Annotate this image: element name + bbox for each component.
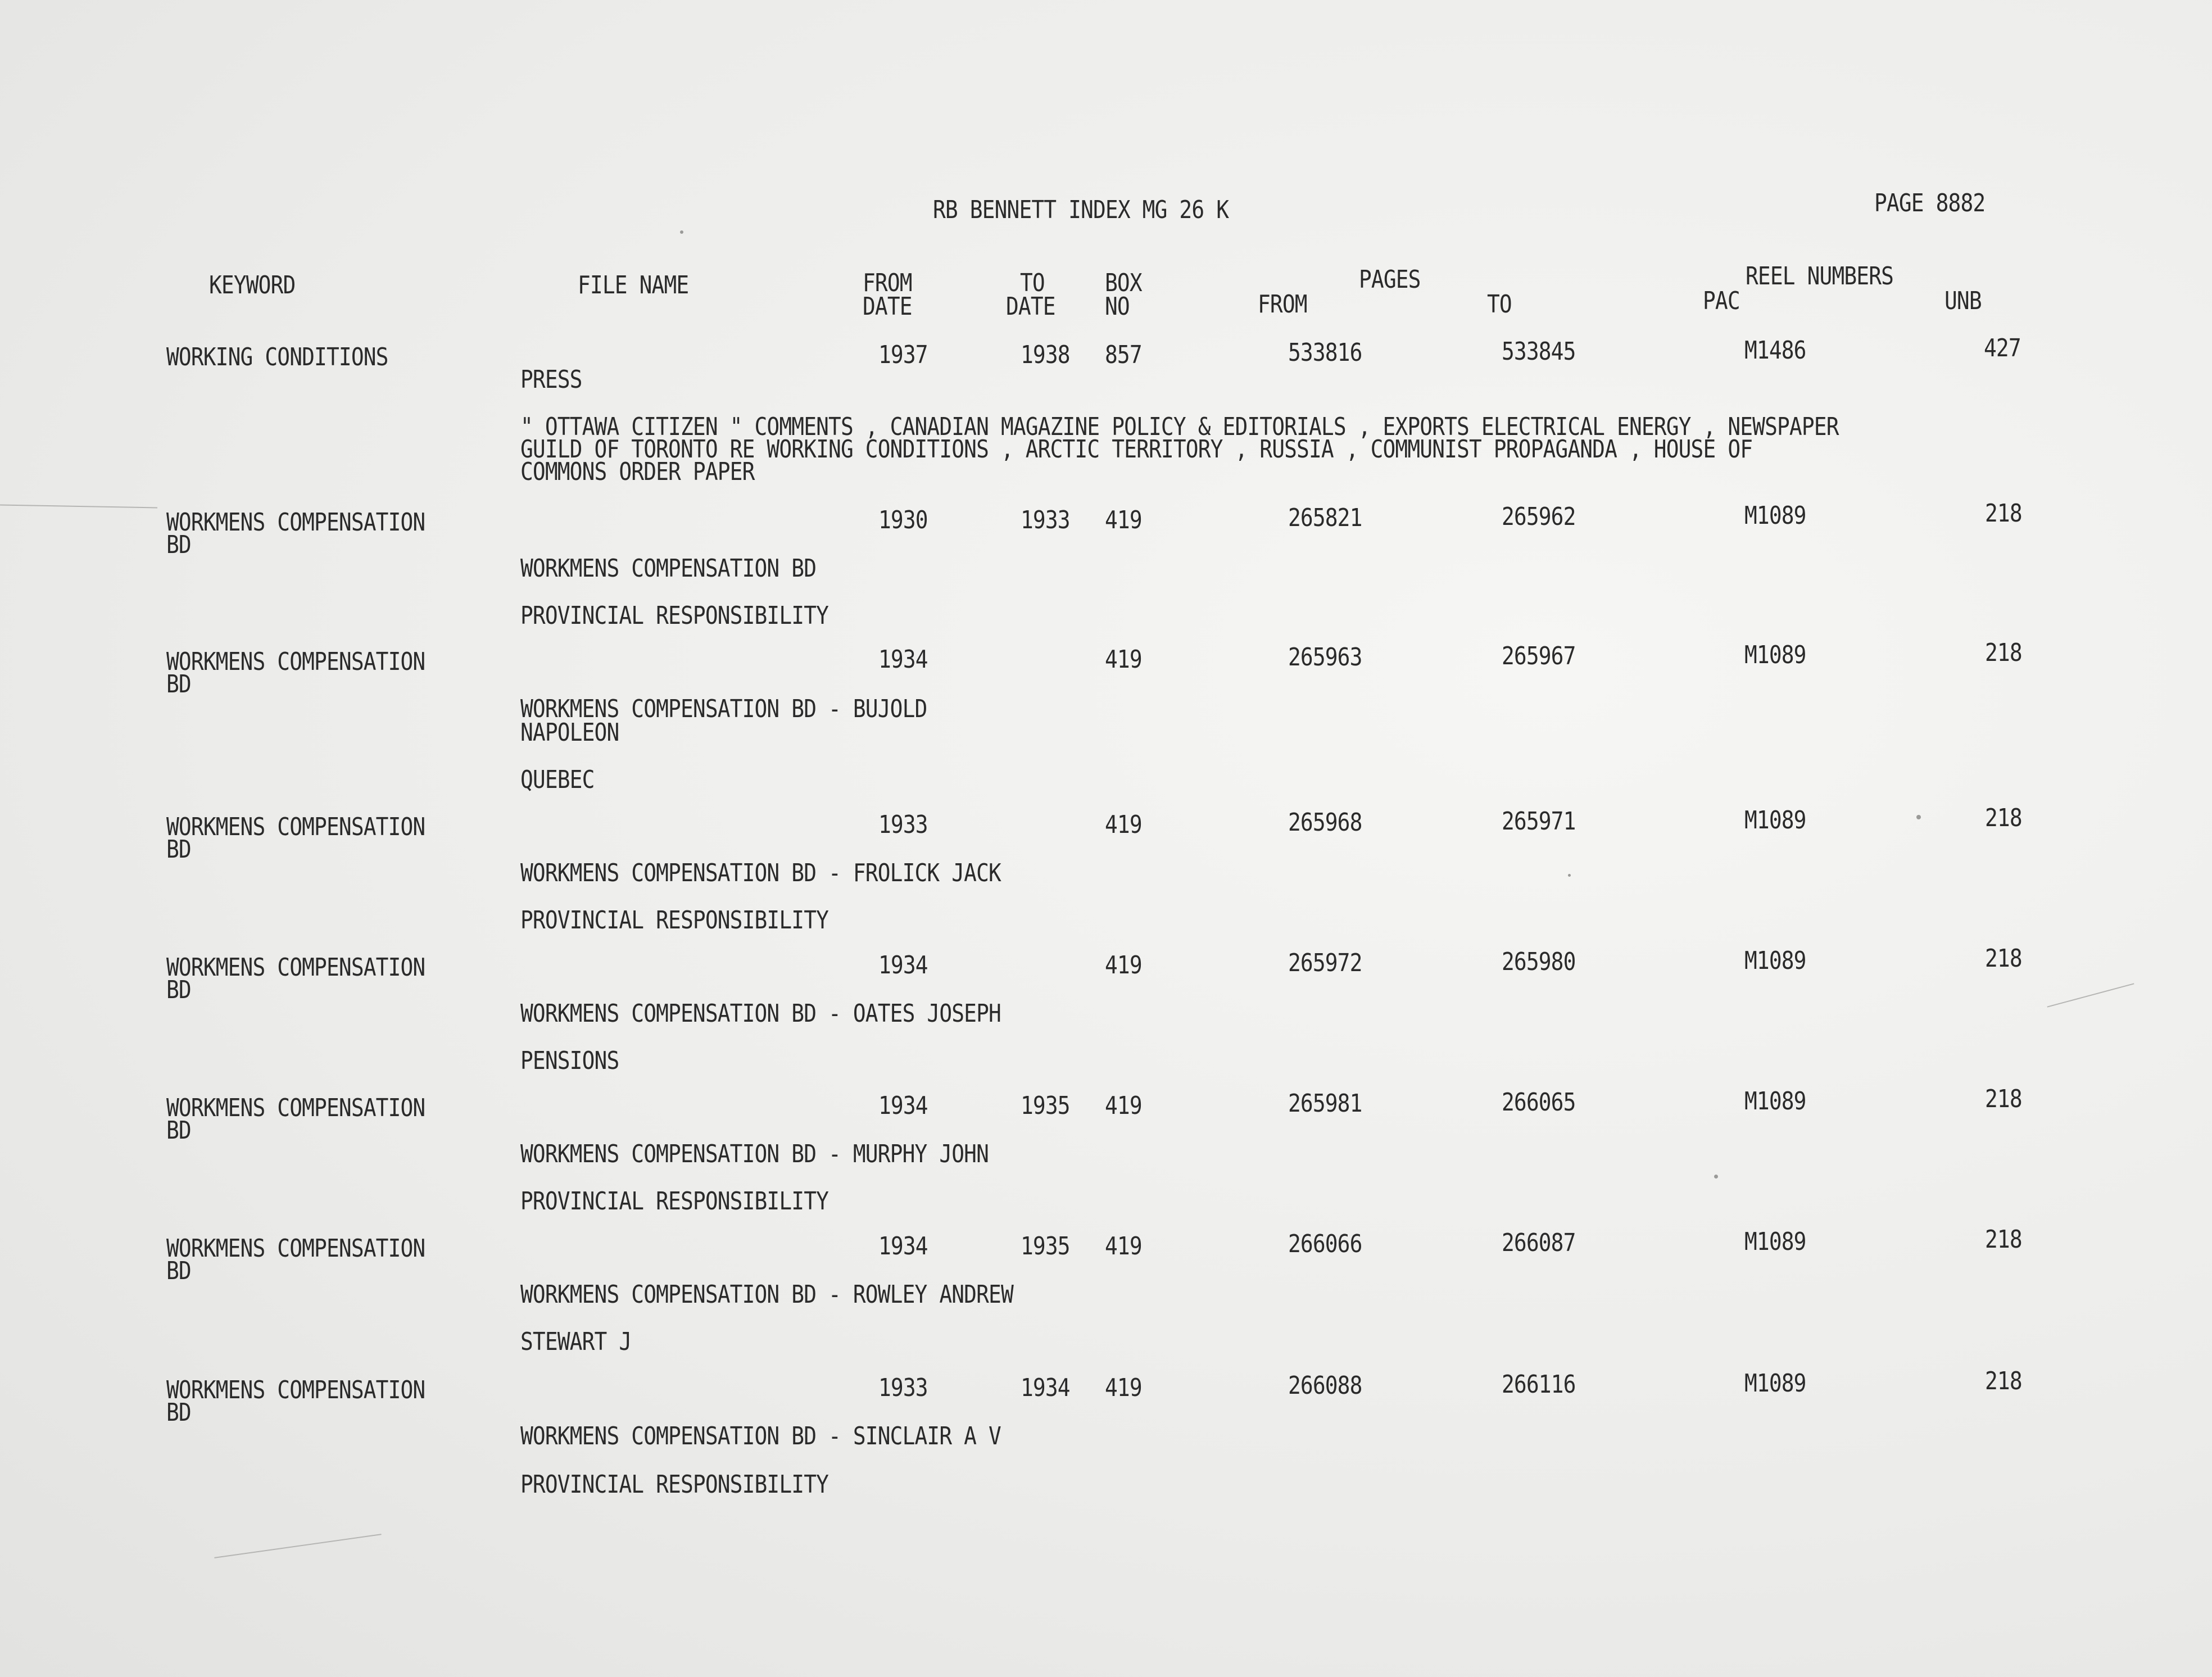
- entry-keyword-cont: BD: [166, 1116, 191, 1145]
- entry-file-name: PRESS: [520, 365, 582, 394]
- col-box-2: NO: [1105, 292, 1130, 321]
- entry-pac-reel: M1486: [1744, 336, 1806, 365]
- entry-keyword-cont: BD: [166, 531, 191, 559]
- col-from-date-2: DATE: [863, 292, 912, 321]
- entry-box: 419: [1105, 645, 1142, 674]
- entry-keyword: WORKING CONDITIONS: [166, 343, 388, 371]
- entry-unb-reel: 218: [1985, 944, 2022, 973]
- entry-unb-reel: 218: [1985, 1225, 2022, 1254]
- entry-to-date: 1935: [1021, 1091, 1070, 1120]
- entry-file-name: WORKMENS COMPENSATION BD - BUJOLD: [520, 695, 927, 723]
- entry-page-to: 266087: [1502, 1229, 1576, 1257]
- entry-page-from: 266066: [1288, 1230, 1362, 1258]
- entry-keyword-cont: BD: [166, 1398, 191, 1427]
- entry-page-to: 266065: [1502, 1088, 1576, 1117]
- entry-page-from: 265972: [1288, 949, 1362, 977]
- col-file-name: FILE NAME: [578, 271, 689, 300]
- entry-description: GUILD OF TORONTO RE WORKING CONDITIONS , ARCTIC TERRITORY , RUSSIA , COMMUNIST PROPAGANDA , HOUSE OF: [520, 435, 1753, 464]
- col-pages-to: TO: [1487, 290, 1512, 319]
- entry-page-to: 266116: [1502, 1370, 1576, 1399]
- col-to-date-2: DATE: [1006, 292, 1055, 321]
- entry-file-name: WORKMENS COMPENSATION BD - ROWLEY ANDREW: [520, 1280, 1013, 1309]
- entry-from-date: 1934: [878, 951, 928, 980]
- col-pages-from: FROM: [1258, 290, 1307, 319]
- entry-unb-reel: 218: [1985, 499, 2022, 528]
- entry-box: 419: [1105, 506, 1142, 534]
- entry-to-date: 1933: [1021, 506, 1070, 534]
- entry-pac-reel: M1089: [1744, 1087, 1806, 1116]
- entry-pac-reel: M1089: [1744, 501, 1806, 530]
- scan-speck: [1916, 815, 1921, 819]
- page-title: RB BENNETT INDEX MG 26 K: [933, 196, 1229, 224]
- entry-keyword: WORKMENS COMPENSATION: [166, 1376, 425, 1404]
- entry-pac-reel: M1089: [1744, 946, 1806, 975]
- col-box: BOX: [1105, 269, 1142, 297]
- entry-keyword: WORKMENS COMPENSATION: [166, 953, 425, 982]
- entry-page-to: 265980: [1502, 948, 1576, 976]
- entry-keyword: WORKMENS COMPENSATION: [166, 1234, 425, 1263]
- scan-speck: [680, 230, 683, 234]
- entry-to-date: 1938: [1021, 341, 1070, 369]
- entry-description: STEWART J: [520, 1327, 632, 1356]
- entry-box: 419: [1105, 1091, 1142, 1120]
- page-number: PAGE 8882: [1874, 189, 1986, 217]
- scan-scratch: [0, 505, 157, 509]
- col-from-date: FROM: [863, 269, 912, 297]
- col-to-date: TO: [1020, 269, 1045, 297]
- entry-box: 419: [1105, 810, 1142, 839]
- entry-from-date: 1934: [878, 1232, 928, 1261]
- col-reel-numbers: REEL NUMBERS: [1746, 262, 1894, 291]
- entry-keyword: WORKMENS COMPENSATION: [166, 647, 425, 676]
- entry-from-date: 1933: [878, 1374, 928, 1402]
- entry-pac-reel: M1089: [1744, 1369, 1806, 1398]
- entry-description: PROVINCIAL RESPONSIBILITY: [520, 1470, 829, 1499]
- entry-keyword-cont: BD: [166, 835, 191, 864]
- scan-scratch: [2047, 983, 2134, 1007]
- entry-to-date: 1934: [1021, 1374, 1070, 1402]
- entry-page-from: 265981: [1288, 1089, 1362, 1118]
- col-pac: PAC: [1703, 287, 1740, 315]
- entry-file-name: WORKMENS COMPENSATION BD - OATES JOSEPH: [520, 999, 1001, 1028]
- entry-from-date: 1934: [878, 1091, 928, 1120]
- entry-file-name-cont: NAPOLEON: [520, 718, 619, 747]
- entry-box: 419: [1105, 1374, 1142, 1402]
- col-unb: UNB: [1944, 287, 1982, 315]
- entry-from-date: 1934: [878, 645, 928, 674]
- entry-page-to: 265967: [1502, 642, 1576, 670]
- entry-file-name: WORKMENS COMPENSATION BD - SINCLAIR A V: [520, 1422, 1001, 1451]
- entry-page-to: 533845: [1502, 337, 1576, 366]
- entry-unb-reel: 218: [1985, 1085, 2022, 1113]
- entry-pac-reel: M1089: [1744, 806, 1806, 835]
- col-pages: PAGES: [1359, 265, 1421, 294]
- scan-scratch: [214, 1534, 381, 1558]
- entry-description: PROVINCIAL RESPONSIBILITY: [520, 601, 829, 630]
- entry-description: COMMONS ORDER PAPER: [520, 457, 755, 486]
- col-keyword: KEYWORD: [209, 271, 296, 300]
- entry-unb-reel: 218: [1985, 1367, 2022, 1395]
- entry-page-to: 265962: [1502, 502, 1576, 531]
- entry-page-from: 533816: [1288, 338, 1362, 367]
- entry-file-name: WORKMENS COMPENSATION BD - FROLICK JACK: [520, 859, 1001, 887]
- entry-page-from: 266088: [1288, 1371, 1362, 1400]
- entry-pac-reel: M1089: [1744, 1227, 1806, 1256]
- entry-from-date: 1933: [878, 810, 928, 839]
- entry-keyword-cont: BD: [166, 670, 191, 699]
- entry-keyword-cont: BD: [166, 976, 191, 1004]
- entry-to-date: 1935: [1021, 1232, 1070, 1261]
- entry-from-date: 1937: [878, 341, 928, 369]
- entry-page-from: 265968: [1288, 808, 1362, 837]
- entry-page-from: 265821: [1288, 504, 1362, 532]
- entry-description: PROVINCIAL RESPONSIBILITY: [520, 1187, 829, 1216]
- entry-description: " OTTAWA CITIZEN " COMMENTS , CANADIAN MAGAZINE POLICY & EDITORIALS , EXPORTS ELECTRICAL ENERGY , NEWSPAPER: [520, 413, 1839, 441]
- entry-box: 419: [1105, 1232, 1142, 1261]
- entry-description: QUEBEC: [520, 765, 595, 794]
- entry-page-to: 265971: [1502, 807, 1576, 836]
- entry-keyword: WORKMENS COMPENSATION: [166, 508, 425, 537]
- entry-description: PENSIONS: [520, 1046, 619, 1075]
- entry-description: PROVINCIAL RESPONSIBILITY: [520, 906, 829, 935]
- entry-file-name: WORKMENS COMPENSATION BD - MURPHY JOHN: [520, 1140, 989, 1168]
- entry-unb-reel: 427: [1984, 334, 2021, 362]
- entry-unb-reel: 218: [1985, 804, 2022, 832]
- entry-keyword: WORKMENS COMPENSATION: [166, 813, 425, 841]
- entry-file-name: WORKMENS COMPENSATION BD: [520, 554, 817, 583]
- entry-keyword-cont: BD: [166, 1257, 191, 1285]
- entry-from-date: 1930: [878, 506, 928, 534]
- entry-keyword: WORKMENS COMPENSATION: [166, 1094, 425, 1122]
- scan-speck: [1714, 1175, 1718, 1179]
- scan-speck: [1568, 874, 1571, 877]
- entry-box: 857: [1105, 341, 1142, 369]
- entry-page-from: 265963: [1288, 643, 1362, 672]
- entry-pac-reel: M1089: [1744, 641, 1806, 669]
- entry-unb-reel: 218: [1985, 638, 2022, 667]
- entry-box: 419: [1105, 951, 1142, 980]
